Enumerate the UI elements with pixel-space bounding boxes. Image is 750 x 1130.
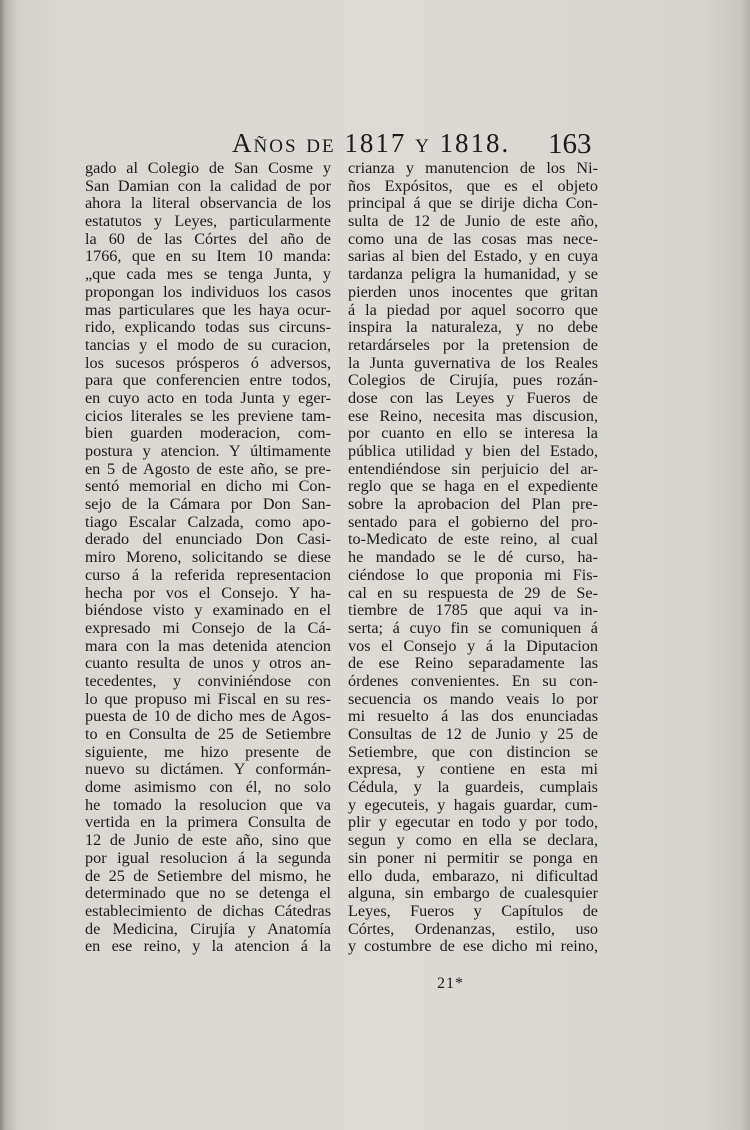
text-line: tancias y el modo de su curacion, bbox=[85, 335, 331, 354]
text-line: pierden unos inocentes que gritan bbox=[348, 282, 598, 301]
text-line: ciéndose lo que proponia mi Fis- bbox=[348, 565, 598, 584]
text-line: to-Medicato de este reino, al cual bbox=[348, 530, 598, 549]
text-line: „que cada mes se tenga Junta, y bbox=[85, 265, 331, 284]
text-line: gado al Colegio de San Cosme y bbox=[85, 159, 331, 177]
text-line: Leyes, Fueros y Capítulos de bbox=[348, 901, 598, 920]
text-line: para que conferencien entre todos, bbox=[85, 371, 331, 390]
text-line: la Junta guvernativa de los Reales bbox=[348, 353, 598, 372]
text-line: estatutos y Leyes, particularmente bbox=[85, 212, 331, 231]
text-line: en 5 de Agosto de este año, se pre- bbox=[85, 459, 331, 478]
text-line: 12 de Junio de este año, sino que bbox=[85, 831, 331, 850]
text-line: mi resuelto á las dos enunciadas bbox=[348, 707, 598, 726]
text-line: inspira la naturaleza, y no debe bbox=[348, 318, 598, 337]
text-line: de ese Reino separadamente las bbox=[348, 654, 598, 673]
text-line: sobre la aprobacion del Plan pre- bbox=[348, 495, 598, 514]
text-line: establecimiento de dichas Cátedras bbox=[85, 901, 331, 920]
signature-mark: 21* bbox=[437, 975, 464, 992]
text-line: como una de las cosas mas nece- bbox=[348, 229, 598, 248]
text-line: cal en su respuesta de 29 de Se- bbox=[348, 583, 598, 602]
text-line: tiago Escalar Calzada, como apo- bbox=[85, 512, 331, 531]
text-line: y egecuteis, y hagais guardar, cum- bbox=[348, 795, 598, 814]
text-line: he tomado la resolucion que va bbox=[85, 795, 331, 814]
text-line: dome asimismo con él, no solo bbox=[85, 778, 331, 797]
text-line: de Medicina, Cirujía y Anatomía bbox=[85, 919, 331, 938]
text-line: expresado mi Consejo de la Cá- bbox=[85, 618, 331, 637]
text-line: he mandado se le dé curso, ha- bbox=[348, 548, 598, 567]
text-line: nuevo su dictámen. Y conformán- bbox=[85, 760, 331, 779]
page-number: 163 bbox=[548, 128, 592, 160]
text-line: crianza y manutencion de los Ni- bbox=[348, 159, 598, 177]
text-line: plir y egecutar en todo y por todo, bbox=[348, 813, 598, 832]
text-column-left bbox=[85, 160, 331, 956]
text-line: segun y como en ella se declara, bbox=[348, 831, 598, 850]
text-line: la 60 de las Córtes del año de bbox=[85, 229, 331, 248]
text-line: por igual resolucion á la segunda bbox=[85, 848, 331, 867]
text-line: órdenes convenientes. En su con- bbox=[348, 671, 598, 690]
text-line: puesta de 10 de dicho mes de Agos- bbox=[85, 707, 331, 726]
text-line: entendiéndose sin perjuicio del ar- bbox=[348, 459, 598, 478]
text-line: tecedentes, y conviniéndose con bbox=[85, 671, 331, 690]
text-line: vertida en la primera Consulta de bbox=[85, 813, 331, 832]
text-line: alguna, sin embargo de cualesquier bbox=[348, 884, 598, 903]
running-title: Años de 1817 y 1818. bbox=[232, 128, 511, 158]
text-line: sentado para el gobierno del pro- bbox=[348, 512, 598, 531]
text-line: vos el Consejo y á la Diputacion bbox=[348, 636, 598, 655]
text-line: sin poner ni permitir se ponga en bbox=[348, 848, 598, 867]
text-line: sentó memorial en dicho mi Con- bbox=[85, 477, 331, 496]
text-line: sulta de 12 de Junio de este año, bbox=[348, 212, 598, 231]
text-line: los sucesos prósperos ó adversos, bbox=[85, 353, 331, 372]
text-line: 1766, que en su Item 10 manda: bbox=[85, 247, 331, 266]
text-line: San Damian con la calidad de por bbox=[85, 176, 331, 195]
text-line: serta; á cuyo fin se comuniquen á bbox=[348, 618, 598, 637]
text-line: expresa, y contiene en esta mi bbox=[348, 760, 598, 779]
text-line: sejo de la Cámara por Don San- bbox=[85, 495, 331, 514]
page-header bbox=[0, 128, 750, 162]
text-line: mas particulares que les haya ocur- bbox=[85, 300, 331, 319]
text-line: por cuanto en ello se interesa la bbox=[348, 424, 598, 443]
text-line: Cédula, y la guardeis, cumplais bbox=[348, 778, 598, 797]
text-line: ese Reino, necesita mas discusion, bbox=[348, 406, 598, 425]
text-line: postura y atencion. Y últimamente bbox=[85, 442, 331, 460]
text-line: secuencia os mando veais lo por bbox=[348, 689, 598, 708]
text-line: biéndose visto y examinado en el bbox=[85, 601, 331, 620]
text-line: Setiembre, que con distincion se bbox=[348, 742, 598, 761]
text-line: miro Moreno, solicitando se diese bbox=[85, 548, 331, 567]
text-line: en ese reino, y la atencion á la bbox=[85, 937, 331, 956]
text-line: tardanza peligra la humanidad, y se bbox=[348, 265, 598, 284]
text-line: en cuyo acto en toda Junta y eger- bbox=[85, 388, 331, 407]
text-line: retardárseles por la pretension de bbox=[348, 335, 598, 354]
text-line: cicios literales se les previene tam- bbox=[85, 406, 331, 425]
text-line: principal á que se dirije dicha Con- bbox=[348, 194, 598, 213]
text-line: reglo que se haga en el expediente bbox=[348, 477, 598, 496]
text-column-right bbox=[348, 160, 598, 956]
text-line: ños Expósitos, que es el objeto bbox=[348, 176, 598, 195]
text-line: curso á la referida representacion bbox=[85, 565, 331, 584]
text-line: ahora la literal observancia de los bbox=[85, 194, 331, 213]
text-line: to en Consulta de 25 de Setiembre bbox=[85, 725, 331, 743]
text-line: propongan los individuos los casos bbox=[85, 282, 331, 301]
text-line: siguiente, me hizo presente de bbox=[85, 742, 331, 761]
text-line: á la piedad por aquel socorro que bbox=[348, 300, 598, 319]
text-line: mara con la mas detenida atencion bbox=[85, 636, 331, 655]
text-line: lo que propuso mi Fiscal en su res- bbox=[85, 689, 331, 708]
text-line: rido, explicando todas sus circuns- bbox=[85, 318, 331, 337]
text-line: derado del enunciado Don Casi- bbox=[85, 530, 331, 549]
text-line: y costumbre de ese dicho mi reino, bbox=[348, 937, 598, 956]
text-line: de 25 de Setiembre del mismo, he bbox=[85, 866, 331, 885]
text-line: determinado que no se detenga el bbox=[85, 884, 331, 903]
text-line: pública utilidad y bien del Estado, bbox=[348, 442, 598, 460]
text-line: sarias al bien del Estado, y en cuya bbox=[348, 247, 598, 266]
text-line: tiembre de 1785 que aqui va in- bbox=[348, 601, 598, 620]
text-line: Colegios de Cirujía, pues rozán- bbox=[348, 371, 598, 390]
text-line: hecha por vos el Consejo. Y ha- bbox=[85, 583, 331, 602]
text-line: dose con las Leyes y Fueros de bbox=[348, 388, 598, 407]
text-line: Consultas de 12 de Junio y 25 de bbox=[348, 725, 598, 743]
text-line: cuanto resulta de unos y otros an- bbox=[85, 654, 331, 673]
text-line: bien guarden moderacion, com- bbox=[85, 424, 331, 443]
text-line: Córtes, Ordenanzas, estilo, uso bbox=[348, 919, 598, 938]
text-line: ello duda, embarazo, ni dificultad bbox=[348, 866, 598, 885]
